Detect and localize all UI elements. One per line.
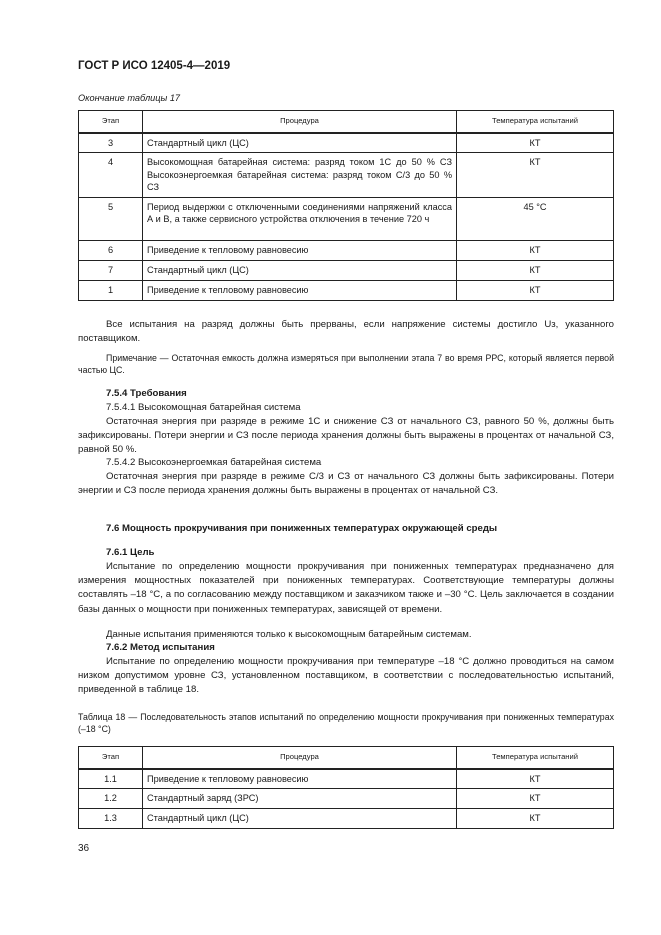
cell-stage: 1.1 (79, 769, 143, 789)
table-17 (78, 110, 614, 301)
cell-stage: 7 (79, 260, 143, 280)
paragraph-purpose: Испытание по определению мощности прокручивания при пониженных температурах предназначено для измерения мощностных показателей при пониженных температурах. Соответствующие температуры должны составлять –18 °С, а по согласованию между поставщиком и заказчиком также и –30 °С. Цель заключается в создании базы данных о мощности при пониженных температурах, зависящей от времени. (78, 561, 614, 615)
cell-temperature: КТ (457, 260, 614, 280)
cell-procedure: Стандартный заряд (ЗРС) (143, 789, 457, 809)
section-heading-7-5-4: 7.5.4 Требования (106, 388, 187, 399)
col-header-procedure: Процедура (143, 747, 457, 769)
col-header-temperature: Температура испытаний (457, 111, 614, 133)
cell-procedure: Высокомощная батарейная система: разряд током 1С до 50 % СЗ Высокоэнергоемкая батарейная система: разряд током С/3 до 50 % СЗ (143, 153, 457, 198)
cell-temperature: 45 °С (457, 197, 614, 240)
cell-temperature: КТ (457, 133, 614, 153)
note: Примечание — Остаточная емкость должна измеряться при выполнении этапа 7 во время РРС, который является первой частью ЦС. (78, 353, 614, 376)
table-header-row (79, 111, 614, 133)
cell-stage: 1.3 (79, 809, 143, 829)
paragraph-high-energy: Остаточная энергия при разряде в режиме С/3 и СЗ от начального СЗ должны быть зафиксированы. Потери энергии и СЗ после периода хранения должны быть выражены в процентах от начальной СЗ. (78, 471, 614, 497)
cell-procedure: Приведение к тепловому равновесию (143, 769, 457, 789)
table-row (79, 197, 614, 240)
table-row (79, 809, 614, 829)
table-row (79, 260, 614, 280)
col-header-temperature: Температура испытаний (457, 747, 614, 769)
cell-temperature: КТ (457, 769, 614, 789)
cell-temperature: КТ (457, 153, 614, 198)
cell-procedure: Приведение к тепловому равновесию (143, 240, 457, 260)
col-header-procedure: Процедура (143, 111, 457, 133)
cell-temperature: КТ (457, 240, 614, 260)
paragraph-applicability: Данные испытания применяются только к высокомощным батарейным системам. (106, 629, 472, 640)
cell-procedure: Приведение к тепловому равновесию (143, 280, 457, 300)
cell-stage: 4 (79, 153, 143, 198)
cell-stage: 3 (79, 133, 143, 153)
paragraph-test-method: Испытание по определению мощности прокручивания при температуре –18 °С должно проводиться на самом низком допустимом уровне СЗ, установленном поставщиком, в соответствии с последовательностью испытаний, приведенной в таблице 18. (78, 656, 614, 696)
page-number: 36 (78, 843, 90, 854)
cell-procedure: Стандартный цикл (ЦС) (143, 260, 457, 280)
cell-stage: 5 (79, 197, 143, 240)
table17-caption: Окончание таблицы 17 (78, 93, 181, 103)
table-row (79, 769, 614, 789)
table-row (79, 153, 614, 198)
cell-procedure: Период выдержки с отключенными соединениями напряжений класса А и В, а также сервисного устройства отключения в течение 720 ч (143, 197, 457, 240)
subsection-heading-7-5-4-2: 7.5.4.2 Высокоэнергоемкая батарейная система (106, 457, 322, 468)
section-heading-7-6-1: 7.6.1 Цель (106, 547, 155, 558)
paragraph-discharge-stop: Все испытания на разряд должны быть прерваны, если напряжение системы достигло Uз, указанного поставщиком. (78, 319, 614, 345)
table-row (79, 240, 614, 260)
table-row (79, 280, 614, 300)
cell-stage: 1.2 (79, 789, 143, 809)
cell-temperature: КТ (457, 280, 614, 300)
col-header-stage: Этап (79, 747, 143, 769)
cell-procedure: Стандартный цикл (ЦС) (143, 133, 457, 153)
cell-temperature: КТ (457, 789, 614, 809)
subsection-heading-7-5-4-1: 7.5.4.1 Высокомощная батарейная система (106, 402, 301, 413)
table18-caption: Таблица 18 — Последовательность этапов испытаний по определению мощности прокручивания при пониженных температурах (–18 °С) (78, 712, 614, 735)
paragraph-high-power: Остаточная энергия при разряде в режиме 1С и снижение СЗ от начального СЗ, равного 50 %, должны быть зафиксированы. Потери энергии и СЗ после периода хранения должны быть выражены в процентах от начальной СЗ, равной 50 %. (78, 416, 614, 456)
section-heading-7-6: 7.6 Мощность прокручивания при пониженных температурах окружающей среды (106, 523, 498, 534)
col-header-stage: Этап (79, 111, 143, 133)
table-header-row (79, 747, 614, 769)
cell-stage: 1 (79, 280, 143, 300)
cell-temperature: КТ (457, 809, 614, 829)
cell-stage: 6 (79, 240, 143, 260)
cell-procedure: Стандартный цикл (ЦС) (143, 809, 457, 829)
table-row (79, 789, 614, 809)
document-header: ГОСТ Р ИСО 12405-4—2019 (78, 60, 231, 72)
table-18 (78, 746, 614, 829)
section-heading-7-6-2: 7.6.2 Метод испытания (106, 642, 215, 653)
table-row (79, 133, 614, 153)
